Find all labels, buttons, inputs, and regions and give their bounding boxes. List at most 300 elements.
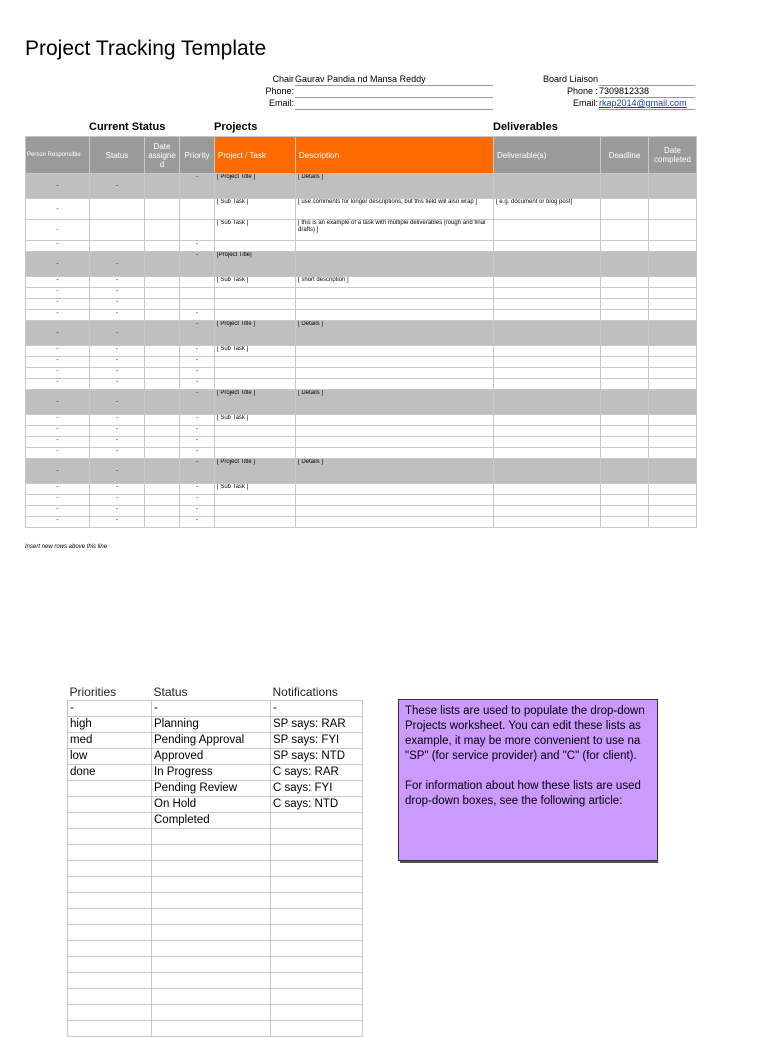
table-cell[interactable] [649, 426, 697, 437]
board-liaison-field[interactable] [599, 74, 695, 86]
table-cell[interactable] [296, 437, 494, 448]
table-cell[interactable]: - [90, 506, 145, 517]
table-cell[interactable]: - [90, 346, 145, 357]
table-cell[interactable]: [ Details ] [296, 390, 494, 415]
table-cell[interactable] [494, 252, 601, 277]
table-cell[interactable] [145, 241, 180, 252]
table-cell[interactable] [649, 484, 697, 495]
table-cell[interactable]: - [180, 415, 215, 426]
table-cell[interactable] [145, 506, 180, 517]
table-cell[interactable]: [ use comments for longer descriptions, but this field will also wrap ] [296, 199, 494, 220]
table-cell[interactable] [145, 288, 180, 299]
table-cell[interactable]: [ e.g. document or blog post] [494, 199, 601, 220]
table-cell[interactable] [215, 368, 296, 379]
table-cell[interactable] [296, 495, 494, 506]
table-cell[interactable] [649, 299, 697, 310]
table-cell[interactable] [601, 299, 649, 310]
table-cell[interactable] [145, 321, 180, 346]
table-cell[interactable] [649, 321, 697, 346]
table-cell[interactable]: - [90, 437, 145, 448]
list-cell[interactable] [271, 941, 363, 957]
table-cell[interactable]: - [26, 437, 90, 448]
liaison-phone-field[interactable]: 7309812338 [599, 86, 695, 98]
table-cell[interactable]: - [26, 288, 90, 299]
table-cell[interactable]: - [26, 426, 90, 437]
table-cell[interactable] [494, 448, 601, 459]
table-cell[interactable] [494, 310, 601, 321]
table-cell[interactable]: - [26, 299, 90, 310]
table-cell[interactable] [296, 484, 494, 495]
table-cell[interactable]: - [180, 426, 215, 437]
list-row [68, 749, 363, 765]
table-cell[interactable] [601, 199, 649, 220]
list-cell[interactable]: - [271, 701, 363, 717]
table-cell[interactable]: - [26, 379, 90, 390]
liaison-email-field[interactable] [599, 98, 695, 110]
list-cell[interactable]: Approved [152, 749, 271, 765]
table-cell[interactable]: [ Sub Task ] [215, 415, 296, 426]
table-cell[interactable]: - [180, 252, 215, 277]
list-cell[interactable]: C says: FYI [271, 781, 363, 797]
table-cell[interactable] [145, 357, 180, 368]
table-cell[interactable]: - [180, 459, 215, 484]
table-cell[interactable] [601, 277, 649, 288]
table-cell[interactable] [180, 299, 215, 310]
table-cell[interactable]: [ Sub Task ] [215, 199, 296, 220]
table-cell[interactable] [90, 220, 145, 241]
table-cell[interactable] [649, 357, 697, 368]
list-cell[interactable] [271, 829, 363, 845]
table-cell[interactable]: [ Project Title ] [215, 459, 296, 484]
list-cell[interactable] [68, 797, 152, 813]
table-cell[interactable] [649, 199, 697, 220]
table-cell[interactable] [145, 199, 180, 220]
list-cell[interactable] [271, 909, 363, 925]
list-cell[interactable] [68, 813, 152, 829]
list-cell[interactable] [68, 893, 152, 909]
list-cell[interactable] [68, 973, 152, 989]
table-cell[interactable] [649, 288, 697, 299]
table-cell[interactable] [296, 241, 494, 252]
table-cell[interactable]: - [90, 495, 145, 506]
table-cell[interactable]: [ Details ] [296, 321, 494, 346]
table-cell[interactable] [649, 379, 697, 390]
table-cell[interactable] [649, 495, 697, 506]
table-cell[interactable] [494, 277, 601, 288]
table-cell[interactable]: [ Sub Task ] [215, 484, 296, 495]
table-cell[interactable] [145, 299, 180, 310]
table-cell[interactable] [601, 368, 649, 379]
table-cell[interactable] [215, 288, 296, 299]
table-cell[interactable] [601, 220, 649, 241]
table-cell[interactable] [649, 277, 697, 288]
table-cell[interactable] [145, 252, 180, 277]
table-cell[interactable]: - [26, 220, 90, 241]
table-cell[interactable] [145, 220, 180, 241]
table-cell[interactable]: [ short description ] [296, 277, 494, 288]
table-cell[interactable] [90, 241, 145, 252]
table-cell[interactable] [494, 321, 601, 346]
table-cell[interactable]: - [26, 390, 90, 415]
table-cell[interactable] [494, 220, 601, 241]
list-cell[interactable]: high [68, 717, 152, 733]
table-cell[interactable]: [ Sub Task ] [215, 277, 296, 288]
table-cell[interactable] [494, 495, 601, 506]
table-cell[interactable]: - [90, 174, 145, 199]
list-cell[interactable] [68, 941, 152, 957]
table-cell[interactable]: - [26, 321, 90, 346]
table-cell[interactable] [649, 415, 697, 426]
list-cell[interactable] [152, 877, 271, 893]
list-cell[interactable] [271, 845, 363, 861]
table-cell[interactable] [601, 252, 649, 277]
table-cell[interactable] [215, 299, 296, 310]
table-cell[interactable] [601, 506, 649, 517]
table-cell[interactable] [215, 437, 296, 448]
list-cell[interactable] [152, 845, 271, 861]
table-cell[interactable]: - [180, 484, 215, 495]
table-cell[interactable]: - [90, 448, 145, 459]
table-cell[interactable]: - [26, 310, 90, 321]
table-cell[interactable]: - [180, 390, 215, 415]
table-cell[interactable] [649, 220, 697, 241]
table-cell[interactable]: - [180, 495, 215, 506]
list-cell[interactable] [152, 829, 271, 845]
list-cell[interactable]: Pending Approval [152, 733, 271, 749]
table-cell[interactable] [601, 241, 649, 252]
table-cell[interactable] [649, 459, 697, 484]
table-cell[interactable] [145, 174, 180, 199]
table-cell[interactable]: - [90, 484, 145, 495]
list-cell[interactable] [152, 973, 271, 989]
table-cell[interactable] [494, 506, 601, 517]
table-cell[interactable]: - [26, 415, 90, 426]
table-cell[interactable] [601, 484, 649, 495]
lists-table-body [68, 701, 363, 1037]
table-cell[interactable]: - [180, 346, 215, 357]
list-cell[interactable] [152, 957, 271, 973]
table-cell[interactable] [296, 288, 494, 299]
table-cell[interactable] [649, 252, 697, 277]
table-cell[interactable]: - [180, 379, 215, 390]
table-cell[interactable] [296, 357, 494, 368]
list-cell[interactable]: - [152, 701, 271, 717]
table-cell[interactable]: - [90, 321, 145, 346]
table-cell[interactable]: [ Details ] [296, 459, 494, 484]
table-cell[interactable] [215, 357, 296, 368]
table-cell[interactable] [494, 241, 601, 252]
list-cell[interactable] [271, 893, 363, 909]
table-cell[interactable] [215, 310, 296, 321]
table-row [26, 379, 697, 390]
col-person-responsible: Person Responsible [26, 137, 90, 174]
list-cell[interactable] [68, 989, 152, 1005]
list-cell[interactable]: On Hold [152, 797, 271, 813]
table-cell[interactable] [649, 506, 697, 517]
list-cell[interactable] [68, 877, 152, 893]
table-cell[interactable] [215, 517, 296, 528]
table-cell[interactable]: - [90, 426, 145, 437]
table-cell[interactable] [180, 288, 215, 299]
list-cell[interactable] [68, 957, 152, 973]
table-cell[interactable] [601, 390, 649, 415]
table-cell[interactable]: - [90, 252, 145, 277]
table-cell[interactable] [601, 495, 649, 506]
table-cell[interactable]: - [90, 415, 145, 426]
list-cell[interactable] [68, 1021, 152, 1037]
table-cell[interactable]: [ Project Title ] [215, 321, 296, 346]
table-cell[interactable] [296, 506, 494, 517]
list-cell[interactable] [271, 813, 363, 829]
table-cell[interactable] [494, 390, 601, 415]
list-cell[interactable] [271, 877, 363, 893]
table-cell[interactable]: - [90, 368, 145, 379]
table-cell[interactable]: - [26, 199, 90, 220]
table-cell[interactable]: - [180, 448, 215, 459]
table-cell[interactable] [145, 459, 180, 484]
table-cell[interactable] [601, 448, 649, 459]
table-cell[interactable] [494, 299, 601, 310]
table-cell[interactable] [649, 368, 697, 379]
table-cell[interactable] [649, 517, 697, 528]
table-cell[interactable]: - [180, 174, 215, 199]
table-cell[interactable] [145, 310, 180, 321]
table-cell[interactable] [145, 517, 180, 528]
list-cell[interactable]: In Progress [152, 765, 271, 781]
table-cell[interactable] [296, 426, 494, 437]
table-cell[interactable]: - [180, 241, 215, 252]
table-cell[interactable]: - [90, 390, 145, 415]
table-cell[interactable] [494, 368, 601, 379]
table-cell[interactable] [649, 437, 697, 448]
table-cell[interactable]: - [90, 357, 145, 368]
table-cell[interactable]: [ this is an example of a task with multiple deliverables (rough and final drafts) ] [296, 220, 494, 241]
table-cell[interactable] [601, 288, 649, 299]
list-cell[interactable] [152, 941, 271, 957]
list-cell[interactable]: Planning [152, 717, 271, 733]
list-cell[interactable] [271, 1021, 363, 1037]
table-cell[interactable]: [ Details ] [296, 174, 494, 199]
list-cell[interactable]: - [68, 701, 152, 717]
list-row [68, 845, 363, 861]
table-cell[interactable] [494, 415, 601, 426]
table-cell[interactable] [649, 174, 697, 199]
table-cell[interactable] [145, 379, 180, 390]
list-cell[interactable]: C says: NTD [271, 797, 363, 813]
table-cell[interactable] [494, 288, 601, 299]
table-cell[interactable] [296, 448, 494, 459]
list-cell[interactable] [68, 845, 152, 861]
table-cell[interactable]: - [90, 379, 145, 390]
table-cell[interactable] [601, 321, 649, 346]
list-cell[interactable] [152, 989, 271, 1005]
table-cell[interactable] [494, 357, 601, 368]
table-cell[interactable] [215, 379, 296, 390]
col-date-assigned: Date assigne d [145, 137, 180, 174]
table-cell[interactable] [601, 310, 649, 321]
table-cell[interactable] [601, 174, 649, 199]
table-cell[interactable] [494, 484, 601, 495]
table-cell[interactable] [145, 415, 180, 426]
table-cell[interactable] [296, 346, 494, 357]
section-current-status: Current Status [89, 121, 166, 133]
table-cell[interactable] [601, 437, 649, 448]
table-row [26, 277, 697, 288]
table-cell[interactable]: - [180, 310, 215, 321]
table-cell[interactable] [296, 252, 494, 277]
table-cell[interactable]: - [26, 241, 90, 252]
table-cell[interactable] [649, 346, 697, 357]
list-cell[interactable] [271, 957, 363, 973]
table-cell[interactable]: - [180, 517, 215, 528]
table-cell[interactable] [215, 448, 296, 459]
list-cell[interactable] [152, 1021, 271, 1037]
list-row [68, 909, 363, 925]
list-cell[interactable] [152, 1005, 271, 1021]
table-cell[interactable]: - [26, 495, 90, 506]
phone-field[interactable] [295, 86, 493, 98]
table-cell[interactable]: - [90, 299, 145, 310]
table-cell[interactable]: - [26, 484, 90, 495]
list-cell[interactable] [152, 893, 271, 909]
list-cell[interactable] [271, 973, 363, 989]
table-cell[interactable] [145, 448, 180, 459]
table-cell[interactable] [494, 174, 601, 199]
table-cell[interactable] [601, 459, 649, 484]
list-cell[interactable] [68, 829, 152, 845]
table-cell[interactable] [601, 357, 649, 368]
table-cell[interactable] [649, 390, 697, 415]
table-cell[interactable]: - [26, 357, 90, 368]
table-cell[interactable] [90, 199, 145, 220]
list-cell[interactable] [271, 1005, 363, 1021]
table-cell[interactable]: [ Sub Task ] [215, 220, 296, 241]
list-cell[interactable] [271, 925, 363, 941]
table-cell[interactable] [145, 368, 180, 379]
liaison-email-link[interactable]: rkap2014@gmail.com [599, 98, 687, 108]
table-cell[interactable] [296, 299, 494, 310]
table-cell[interactable] [649, 241, 697, 252]
table-cell[interactable] [494, 346, 601, 357]
table-row [26, 495, 697, 506]
table-cell[interactable] [296, 379, 494, 390]
list-cell[interactable] [271, 861, 363, 877]
table-cell[interactable] [180, 199, 215, 220]
list-cell[interactable] [152, 861, 271, 877]
table-cell[interactable] [494, 459, 601, 484]
table-cell[interactable]: [ Sub Task ] [215, 346, 296, 357]
list-cell[interactable]: done [68, 765, 152, 781]
table-cell[interactable] [145, 390, 180, 415]
table-cell[interactable]: - [26, 459, 90, 484]
table-cell[interactable] [296, 368, 494, 379]
table-cell[interactable] [180, 220, 215, 241]
list-cell[interactable] [68, 1005, 152, 1021]
list-cell[interactable] [68, 781, 152, 797]
table-cell[interactable]: [Project Title] [215, 252, 296, 277]
table-cell[interactable]: - [90, 459, 145, 484]
table-cell[interactable] [601, 379, 649, 390]
table-cell[interactable] [494, 426, 601, 437]
table-cell[interactable] [215, 426, 296, 437]
table-cell[interactable] [145, 346, 180, 357]
email-field[interactable] [295, 98, 493, 110]
table-cell[interactable] [215, 241, 296, 252]
list-cell[interactable] [152, 925, 271, 941]
table-row [26, 299, 697, 310]
table-cell[interactable]: - [26, 277, 90, 288]
table-cell[interactable] [649, 448, 697, 459]
table-cell[interactable]: - [26, 368, 90, 379]
table-cell[interactable]: - [26, 346, 90, 357]
table-cell[interactable]: - [26, 517, 90, 528]
table-cell[interactable] [180, 277, 215, 288]
table-cell[interactable]: - [180, 321, 215, 346]
table-cell[interactable]: - [90, 517, 145, 528]
list-cell[interactable]: SP says: RAR [271, 717, 363, 733]
table-cell[interactable] [601, 346, 649, 357]
table-cell[interactable]: - [180, 368, 215, 379]
table-cell[interactable] [215, 495, 296, 506]
table-cell[interactable]: - [90, 288, 145, 299]
table-cell[interactable]: - [26, 252, 90, 277]
table-cell[interactable] [494, 517, 601, 528]
table-cell[interactable] [296, 517, 494, 528]
table-cell[interactable] [296, 310, 494, 321]
list-cell[interactable] [68, 925, 152, 941]
list-cell[interactable]: SP says: NTD [271, 749, 363, 765]
table-cell[interactable] [145, 437, 180, 448]
table-cell[interactable]: - [26, 506, 90, 517]
table-cell[interactable]: - [180, 437, 215, 448]
list-cell[interactable]: C says: RAR [271, 765, 363, 781]
section-deliverables: Deliverables [493, 121, 558, 133]
table-cell[interactable]: - [90, 310, 145, 321]
chair-field[interactable]: Gaurav Pandia nd Mansa Reddy [295, 74, 493, 86]
table-cell[interactable]: - [26, 448, 90, 459]
table-cell[interactable] [649, 310, 697, 321]
table-row [26, 368, 697, 379]
table-cell[interactable]: - [180, 506, 215, 517]
table-cell[interactable] [145, 426, 180, 437]
table-cell[interactable]: - [180, 357, 215, 368]
table-cell[interactable]: [ Project Title ] [215, 390, 296, 415]
list-cell[interactable] [271, 989, 363, 1005]
table-cell[interactable]: - [90, 277, 145, 288]
list-cell[interactable]: SP says: FYI [271, 733, 363, 749]
table-cell[interactable] [296, 415, 494, 426]
lists-header-row [68, 684, 363, 701]
list-cell[interactable] [68, 909, 152, 925]
table-cell[interactable] [215, 506, 296, 517]
list-cell[interactable]: med [68, 733, 152, 749]
list-cell[interactable] [68, 861, 152, 877]
table-cell[interactable] [601, 415, 649, 426]
table-cell[interactable] [494, 379, 601, 390]
table-cell[interactable] [145, 277, 180, 288]
table-cell[interactable] [494, 437, 601, 448]
table-cell[interactable]: [ Project Title ] [215, 174, 296, 199]
table-cell[interactable] [601, 426, 649, 437]
list-cell[interactable]: Completed [152, 813, 271, 829]
list-cell[interactable] [152, 909, 271, 925]
list-cell[interactable]: low [68, 749, 152, 765]
list-cell[interactable]: Pending Review [152, 781, 271, 797]
table-cell[interactable]: - [26, 174, 90, 199]
table-cell[interactable] [145, 484, 180, 495]
table-cell[interactable] [145, 495, 180, 506]
table-cell[interactable] [601, 517, 649, 528]
